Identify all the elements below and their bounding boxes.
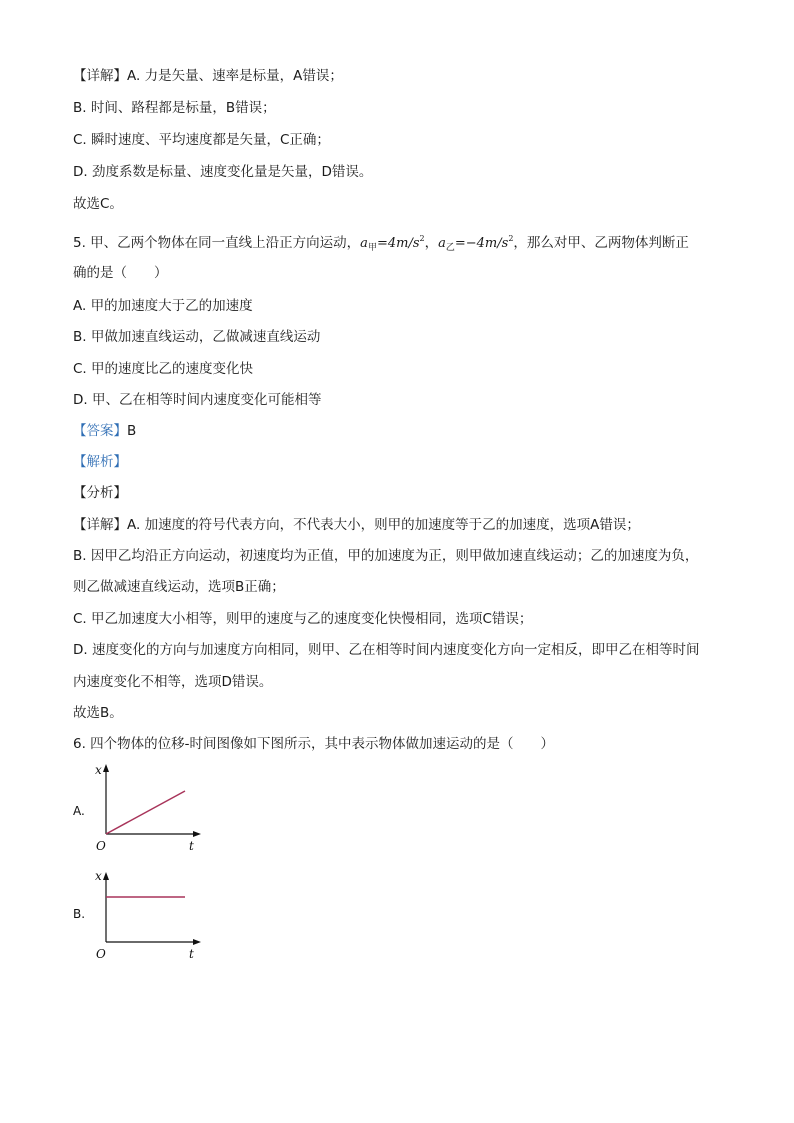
graph-a-curve — [106, 791, 185, 834]
graph-a-option-label: A. — [73, 804, 85, 818]
graph-b-option-label: B. — [73, 907, 86, 921]
q5-formula-a1: $a_甲=4m/s^2$ — [360, 234, 425, 253]
q5-detail-3: 则乙做减速直线运动，选项B正确； — [73, 579, 285, 595]
answer-tag: 【答案】 — [73, 423, 127, 439]
q4-detail-c: C. 瞬时速度、平均速度都是矢量，C正确； — [73, 132, 330, 148]
q5-detail-4: C. 甲乙加速度大小相等，则甲的速度与乙的速度变化快慢相同，选项C错误； — [73, 611, 533, 627]
graph-b-x-arrow — [193, 939, 201, 945]
q4-detail-d: D. 劲度系数是标量、速度变化量是矢量，D错误。 — [73, 164, 373, 180]
q5-option-c: C. 甲的速度比乙的速度变化快 — [73, 361, 254, 377]
q5-answer — [73, 422, 136, 440]
detail-tag: 【详解】 — [73, 68, 127, 84]
q6-graph-b — [73, 866, 213, 970]
q5-detail-1: 【详解】A. 加速度的符号代表方向，不代表大小，则甲的加速度等于乙的加速度，选项A错误； — [73, 517, 640, 533]
q5-option-a: A. 甲的加速度大于乙的加速度 — [73, 298, 253, 314]
graph-b-y-label: x — [95, 869, 102, 883]
q4-detail-a — [73, 67, 343, 85]
q5-formula-a2: $a_乙=-4m/s^2$ — [438, 234, 514, 253]
q5-conclusion: 故选B。 — [73, 705, 123, 721]
q5-stem-end: 那么对甲、乙两物体判断正 — [526, 235, 689, 251]
graph-a-y-label: x — [95, 763, 102, 777]
graph-a-origin: O — [96, 839, 106, 853]
graph-a-y-arrow — [103, 764, 109, 772]
graph-a-x-arrow — [193, 831, 201, 837]
q5-detail-5: D. 速度变化的方向与加速度方向相同，则甲、乙在相等时间内速度变化方向一定相反，即甲乙在相等时间 — [73, 642, 700, 658]
graph-a-svg — [73, 760, 213, 860]
q5-stem-start: 5. 甲、乙两个物体在同一直线上沿正方向运动， — [73, 235, 361, 251]
q5-stem-line2: 确的是（ ） — [73, 265, 168, 281]
q5-analysis-tag: 【解析】 — [73, 454, 127, 470]
q5-option-b: B. 甲做加速直线运动，乙做减速直线运动 — [73, 329, 321, 345]
q6-graph-a — [73, 760, 213, 864]
q5-detail-2: B. 因甲乙均沿正方向运动，初速度均为正值，甲的加速度为正，则甲做加速直线运动；乙的加速度为负， — [73, 548, 699, 564]
q5-stem: 5. 甲、乙两个物体在同一直线上沿正方向运动，$a_甲=4m/s^2$，$a_乙=-4m/s^2$，那么对甲、乙两物体判断正 — [73, 234, 689, 253]
graph-b-y-arrow — [103, 872, 109, 880]
detail-tag: 【详解】 — [73, 517, 127, 533]
q6-stem: 6. 四个物体的位移-时间图像如下图所示，其中表示物体做加速运动的是（ ） — [73, 736, 555, 752]
graph-b-origin: O — [96, 947, 106, 961]
graph-b-x-label: t — [189, 947, 194, 961]
detail-a-text: A. 力是矢量、速率是标量，A错误； — [127, 68, 343, 84]
q5-detail-6: 内速度变化不相等，选项D错误。 — [73, 674, 273, 690]
q4-conclusion: 故选C。 — [73, 196, 123, 212]
q5-option-d: D. 甲、乙在相等时间内速度变化可能相等 — [73, 392, 322, 408]
q4-detail-b: B. 时间、路程都是标量，B错误； — [73, 100, 276, 116]
answer-value: B — [127, 423, 137, 439]
graph-a-x-label: t — [189, 839, 194, 853]
graph-b-svg — [73, 866, 213, 966]
q5-fenxi-tag: 【分析】 — [73, 485, 127, 501]
